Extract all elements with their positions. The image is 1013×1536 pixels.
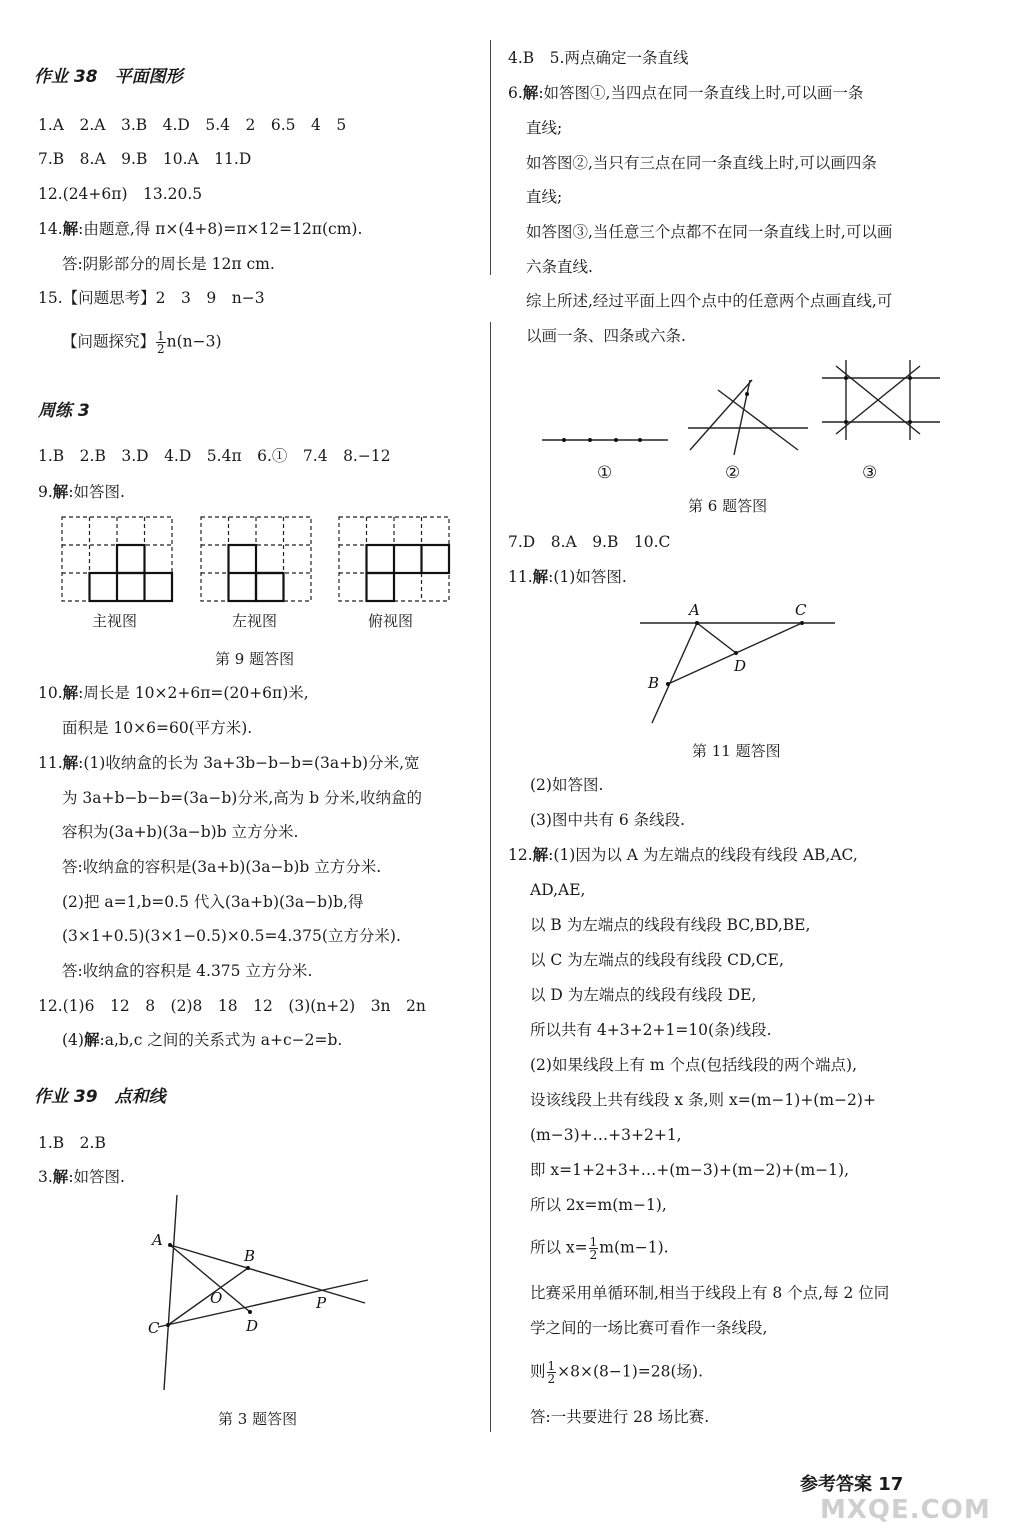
point-label-B: B (244, 1247, 256, 1265)
answer-line: 直线; (526, 188, 563, 206)
answer-line: AD,AE, (530, 881, 586, 899)
figure-caption: 第 11 题答图 (692, 742, 781, 760)
figure-caption: 第 6 题答图 (688, 497, 768, 515)
answer-line: 面积是 10×6=60(平方米). (62, 719, 253, 737)
answer-line: 12.(1)6 12 8 (2)8 18 12 (3)(n+2) 3n 2n (38, 997, 426, 1015)
answer-line: 以 C 为左端点的线段有线段 CD,CE, (530, 951, 784, 969)
answer-line: (2)把 a=1,b=0.5 代入(3a+b)(3a−b)b,得 (62, 893, 364, 911)
section-title-weekly: 周练 3 (38, 401, 90, 421)
point-label-A: A (152, 1231, 163, 1249)
answer-line: 9.解:如答图. (38, 482, 125, 501)
answer-line: 11.解:(1)收纳盒的长为 3a+3b−b−b=(3a+b)分米,宽 (38, 753, 420, 772)
answer-line: 以 D 为左端点的线段有线段 DE, (530, 986, 757, 1004)
answer-line: 10.解:周长是 10×2+6π=(20+6π)米, (38, 683, 309, 702)
answer-line: 所以 x= $\frac{1}{2}$ m(m−1). (530, 1235, 669, 1262)
answer-line: 3.解:如答图. (38, 1167, 125, 1186)
fraction: $\frac{1}{2}$ (589, 1235, 598, 1262)
answer-line: (2)如果线段上有 m 个点(包括线段的两个端点), (530, 1056, 858, 1074)
answer-line: 所以 2x=m(m−1), (530, 1196, 667, 1214)
answer-line: 14.解:由题意,得 π×(4+8)=π×12=12π(cm). (38, 219, 363, 238)
answer-line: 15.【问题思考】2 3 9 n−3 (38, 289, 265, 307)
figure-label-3: ③ (862, 463, 878, 483)
answer-line: 答:一共要进行 28 场比赛. (530, 1408, 710, 1426)
point-label-B: B (648, 674, 660, 692)
answer-line: 1.A 2.A 3.B 4.D 5.4 2 6.5 4 5 (38, 116, 347, 134)
answer-line: 【问题探究】 $\frac{1}{2}$ n(n−3) (62, 329, 222, 356)
figure-caption: 第 3 题答图 (218, 1410, 298, 1428)
section-title-39: 作业 39 点和线 (34, 1087, 166, 1107)
watermark: MXQE.COM (820, 1495, 991, 1525)
figure-6 (540, 360, 970, 450)
answer-line: 综上所述,经过平面上四个点中的任意两个点画直线,可 (526, 292, 893, 310)
figure-label-1: ① (597, 463, 613, 483)
point-label-D: D (246, 1317, 259, 1335)
answer-line: 则 $\frac{1}{2}$ ×8×(8−1)=28(场). (530, 1359, 704, 1386)
page-number: 17 (878, 1474, 904, 1495)
answer-line: 答:收纳盒的容积是 4.375 立方分米. (62, 962, 313, 980)
view-label-top: 俯视图 (368, 612, 414, 630)
answer-line: 直线; (526, 119, 563, 137)
view-label-front: 主视图 (92, 612, 138, 630)
point-label-D: D (734, 657, 747, 675)
figure-caption: 第 9 题答图 (215, 650, 295, 668)
point-label-C: C (148, 1319, 160, 1337)
answer-line: 比赛采用单循环制,相当于线段上有 8 个点,每 2 位同 (530, 1284, 890, 1302)
answer-line: 六条直线. (526, 258, 593, 276)
answer-line: (3×1+0.5)(3×1−0.5)×0.5=4.375(立方分米). (62, 927, 401, 945)
answer-line: (2)如答图. (530, 776, 604, 794)
answer-line: 所以共有 4+3+2+1=10(条)线段. (530, 1021, 772, 1039)
point-label-P: P (316, 1294, 327, 1312)
answer-line: 答:阴影部分的周长是 12π cm. (62, 255, 275, 273)
page-footer (800, 1470, 903, 1496)
section-title-38: 作业 38 平面图形 (34, 67, 183, 87)
answer-line: 如答图②,当只有三点在同一条直线上时,可以画四条 (526, 154, 877, 172)
answer-line: 7.D 8.A 9.B 10.C (508, 533, 671, 551)
answer-line: 11.解:(1)如答图. (508, 567, 627, 586)
answer-line: 容积为(3a+b)(3a−b)b 立方分米. (62, 823, 299, 841)
footer-label: 参考答案 (800, 1474, 872, 1495)
answer-line: 学之间的一场比赛可看作一条线段, (530, 1319, 768, 1337)
figure-11 (640, 598, 840, 728)
fraction: $\frac{1}{2}$ (547, 1359, 556, 1386)
point-label-O: O (210, 1289, 223, 1307)
view-label-side: 左视图 (232, 612, 278, 630)
fraction: $\frac{1}{2}$ (157, 329, 165, 356)
answer-line: (m−3)+…+3+2+1, (530, 1126, 682, 1144)
figure-label-2: ② (725, 463, 741, 483)
point-label-A: A (689, 601, 700, 619)
answer-line: (4)解:a,b,c 之间的关系式为 a+c−2=b. (62, 1030, 343, 1049)
answer-line: 如答图③,当任意三个点都不在同一条直线上时,可以画 (526, 223, 893, 241)
answer-line: 以画一条、四条或六条. (526, 327, 686, 345)
figure-9-views (60, 515, 480, 605)
answer-line: 6.解:如答图①,当四点在同一条直线上时,可以画一条 (508, 83, 864, 102)
answer-line: 答:收纳盒的容积是(3a+b)(3a−b)b 立方分米. (62, 858, 382, 876)
column-divider (490, 322, 491, 1432)
figure-3 (140, 1195, 380, 1395)
column-divider (490, 40, 491, 275)
answer-line: 12.解:(1)因为以 A 为左端点的线段有线段 AB,AC, (508, 845, 858, 864)
answer-line: 12.(24+6π) 13.20.5 (38, 185, 203, 203)
answer-line: 即 x=1+2+3+…+(m−3)+(m−2)+(m−1), (530, 1161, 850, 1179)
answer-line: 为 3a+b−b−b=(3a−b)分米,高为 b 分米,收纳盒的 (62, 789, 422, 807)
answer-line: 设该线段上共有线段 x 条,则 x=(m−1)+(m−2)+ (530, 1091, 876, 1109)
answer-line: 7.B 8.A 9.B 10.A 11.D (38, 150, 252, 168)
answer-line: (3)图中共有 6 条线段. (530, 811, 686, 829)
answer-line: 1.B 2.B (38, 1134, 106, 1152)
answer-line: 1.B 2.B 3.D 4.D 5.4π 6.① 7.4 8.−12 (38, 447, 391, 465)
answer-line: 以 B 为左端点的线段有线段 BC,BD,BE, (530, 916, 811, 934)
point-label-C: C (795, 601, 807, 619)
answer-line: 4.B 5.两点确定一条直线 (508, 49, 689, 67)
